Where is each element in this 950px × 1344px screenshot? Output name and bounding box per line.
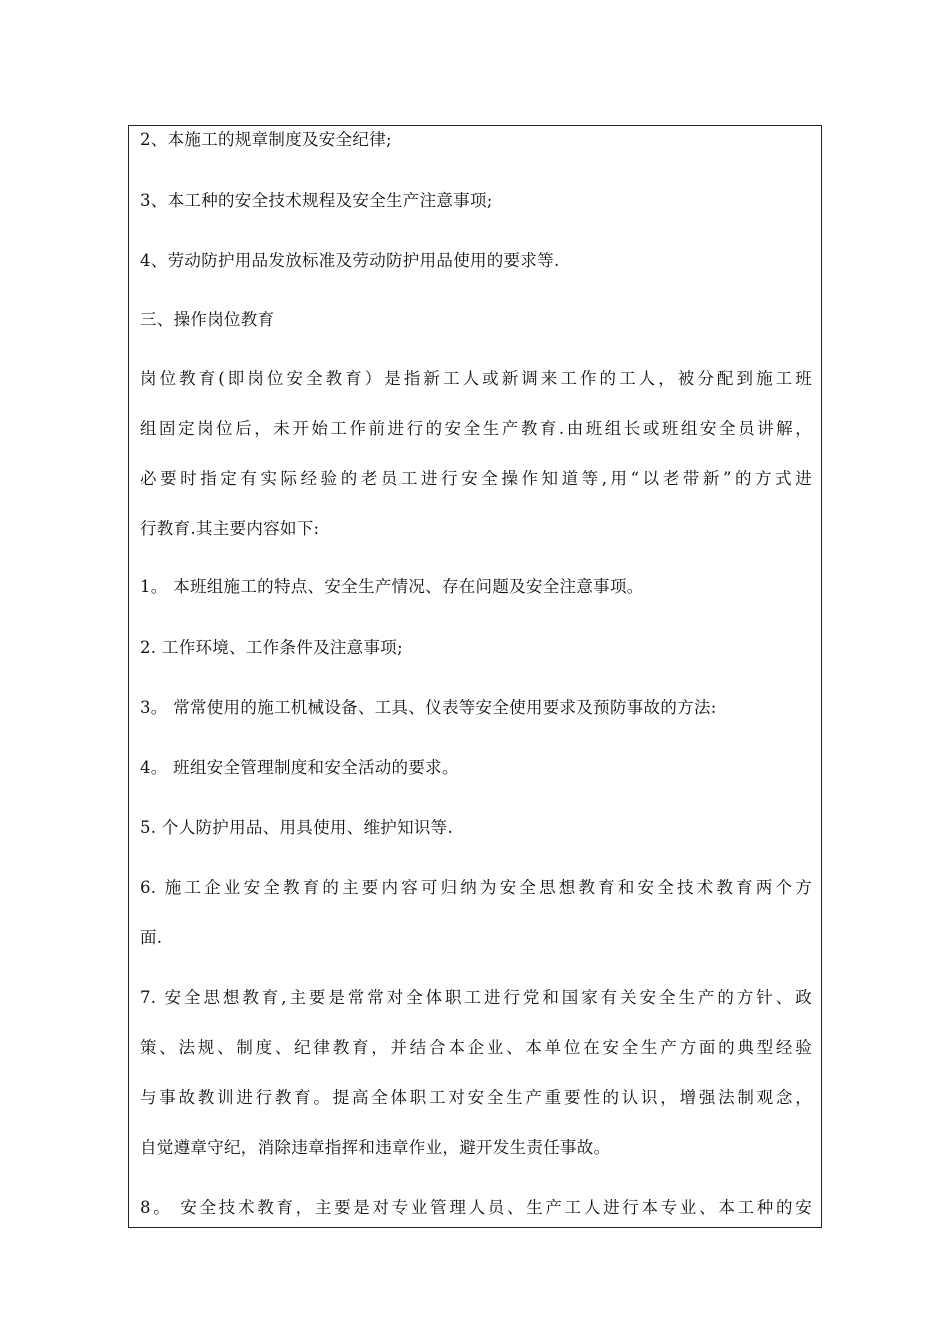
text-line: 3。 常常使用的施工机械设备、工具、仪表等安全使用要求及预防事故的方法:	[140, 698, 717, 717]
text-line: 策、法规、制度、纪律教育，并结合本企业、本单位在安全生产方面的典型经验	[140, 1038, 812, 1057]
text-line: 5. 个人防护用品、用具使用、维护知识等.	[140, 818, 454, 837]
text-line: 8。 安全技术教育，主要是对专业管理人员、生产工人进行本专业、本工种的安	[140, 1198, 812, 1217]
text-line: 必要时指定有实际经验的老员工进行安全操作知道等,用“以老带新”的方式进	[140, 469, 812, 488]
text-line: 自觉遵章守纪，消除违章指挥和违章作业，避开发生责任事故。	[140, 1138, 611, 1157]
text-line: 组固定岗位后，未开始工作前进行的安全生产教育.由班组长或班组安全员讲解，	[140, 419, 812, 438]
text-line: 3、本工种的安全技术规程及安全生产注意事项;	[140, 191, 493, 210]
text-line: 与事故教训进行教育。提高全体职工对安全生产重要性的认识，增强法制观念，	[140, 1088, 812, 1107]
text-line: 1。 本班组施工的特点、安全生产情况、存在问题及安全注意事项。	[140, 577, 644, 596]
text-line: 面.	[140, 928, 163, 947]
text-line: 行教育.其主要内容如下:	[140, 519, 320, 538]
text-line: 2. 工作环境、工作条件及注意事项;	[140, 638, 403, 657]
text-line: 4、劳动防护用品发放标准及劳动防护用品使用的要求等.	[140, 251, 560, 270]
text-line: 7. 安全思想教育,主要是常常对全体职工进行党和国家有关安全生产的方针、政	[140, 988, 812, 1007]
text-line: 2、本施工的规章制度及安全纪律;	[140, 130, 392, 149]
document-text-box	[128, 125, 822, 1228]
section-heading: 三、操作岗位教育	[140, 310, 275, 329]
text-line: 4。 班组安全管理制度和安全活动的要求。	[140, 758, 459, 777]
text-line: 6. 施工企业安全教育的主要内容可归纳为安全思想教育和安全技术教育两个方	[140, 878, 812, 897]
text-line: 岗位教育(即岗位安全教育）是指新工人或新调来工作的工人，被分配到施工班	[140, 369, 812, 388]
